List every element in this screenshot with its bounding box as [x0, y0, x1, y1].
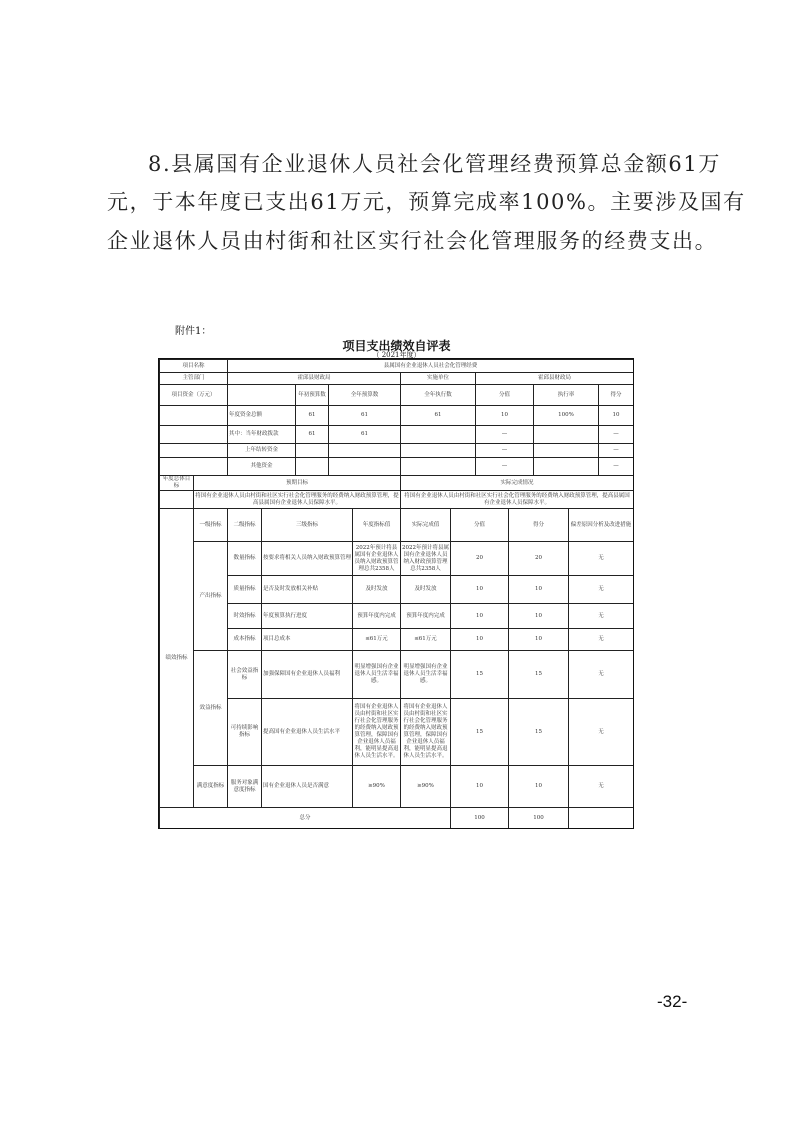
funds-cell: 10 [598, 405, 634, 426]
perf-cell-target: 预算年度内完成 [352, 603, 401, 629]
funds-cell: — [598, 425, 634, 444]
perf-cell-l2: 质量指标 [227, 575, 262, 604]
perf-cell-score: 10 [508, 603, 569, 629]
funds-cell: — [598, 457, 634, 476]
perf-cell-value: 10 [450, 628, 509, 651]
perf-cell-l2: 可持续影响指标 [227, 698, 262, 766]
paragraph-line: 企业退休人员由村街和社区实行社会化管理服务的经费支出。 [107, 229, 718, 253]
perf-cell-reason: 无 [568, 628, 634, 651]
perf-cell-target: ≥90% [352, 765, 401, 808]
perf-header: 偏差原因分析及改进措施 [568, 508, 634, 542]
dept: 霍邱县财政局 [227, 372, 401, 385]
perf-cell-l3: 提高国有企业退休人员生活水平 [261, 698, 353, 766]
funds-cell [533, 457, 599, 476]
perf-cell-value: 15 [450, 698, 509, 766]
funds-cell [328, 443, 401, 458]
funds-header: 执行率 [533, 384, 599, 406]
funds-row-label: 上年结转资金 [227, 443, 296, 458]
perf-cell-l2: 时效指标 [227, 603, 262, 629]
perf-cell-actual: 预算年度内完成 [400, 603, 451, 629]
perf-cell-score: 20 [508, 541, 569, 576]
funds-cell [328, 457, 401, 476]
label-project-name: 项目名称 [159, 359, 228, 373]
funds-cell [533, 443, 599, 458]
label-impl: 实施单位 [400, 372, 476, 385]
funds-cell [400, 425, 476, 444]
total-label: 总分 [159, 807, 451, 829]
perf-cell-value: 15 [450, 650, 509, 699]
perf-cell-l3: 是否及时发放相关补贴 [261, 575, 353, 604]
perf-header: 实际完成值 [400, 508, 451, 542]
actual-text: 将国有企业退休人员由村街和社区实行社会化管理服务的经费纳入财政预算管理，提高县属国有企业退休人员保障水平。 [400, 490, 634, 509]
perf-header: 三级指标 [261, 508, 353, 542]
perf-header: 一级指标 [193, 508, 228, 542]
perf-cell-reason: 无 [568, 603, 634, 629]
perf-cell-actual: ≤61万元 [400, 628, 451, 651]
blank-cell [159, 425, 228, 444]
perf-header: 二级指标 [227, 508, 262, 542]
perf-cell-actual: 明显增强国有企业退休人员生活幸福感。 [400, 650, 451, 699]
funds-cell: — [475, 425, 534, 444]
funds-header: 全年执行数 [400, 384, 476, 406]
perf-cell-reason: 无 [568, 765, 634, 808]
perf-cell-score: 10 [508, 765, 569, 808]
perf-cell-target: 将国有企业退休人员由村街和社区实行社会化管理服务的经费纳入财政预算管理，保障国有企业退休人员福利，能明显提高退休人员生活水平。 [352, 698, 401, 766]
perf-cell-value: 10 [450, 603, 509, 629]
funds-cell: 100% [533, 405, 599, 426]
perf-header: 年度指标值 [352, 508, 401, 542]
expected-text: 将国有企业退休人员由村街和社区实行社会化管理服务的经费纳入财政预算管理，提高县属国有企业退休人员保障水平。 [193, 490, 401, 509]
table-year: （ 2021年度） [372, 351, 421, 359]
perf-cell-l2: 服务对象满意度指标 [227, 765, 262, 808]
funds-cell: 61 [295, 425, 329, 444]
perf-header: 分值 [450, 508, 509, 542]
total-score: 100 [508, 807, 569, 829]
level1-benefit: 效益指标 [193, 650, 228, 766]
perf-cell-actual: 2022年预计将县属国有企业退休人员纳入财政预算管理总共2358人 [400, 541, 451, 576]
perf-cell-l3: 按要求将相关人员纳入财政预算管理 [261, 541, 353, 576]
funds-cell: 61 [295, 405, 329, 426]
funds-cell: — [475, 443, 534, 458]
paragraph-line: 元，于本年度已支出61万元，预算完成率100%。主要涉及国有 [107, 190, 746, 214]
perf-cell-actual: 及时发放 [400, 575, 451, 604]
perf-cell-score: 15 [508, 650, 569, 699]
perf-cell-score: 10 [508, 575, 569, 604]
impl: 霍邱县财政局 [475, 372, 634, 385]
perf-cell-score: 15 [508, 698, 569, 766]
label-funds: 项目资金（万元） [159, 384, 228, 406]
perf-cell-score: 10 [508, 628, 569, 651]
perf-cell-reason: 无 [568, 575, 634, 604]
label-expected: 预期目标 [193, 475, 401, 491]
label-performance: 绩效指标 [159, 508, 194, 808]
perf-cell-target: 及时发放 [352, 575, 401, 604]
page-number: -32- [657, 992, 688, 1011]
funds-cell [400, 443, 476, 458]
funds-header: 得分 [598, 384, 634, 406]
perf-header: 得分 [508, 508, 569, 542]
perf-cell-l2: 社会效益指标 [227, 650, 262, 699]
perf-cell-target: 明显增强国有企业退休人员生活幸福感。 [352, 650, 401, 699]
funds-cell [295, 443, 329, 458]
funds-cell: 61 [400, 405, 476, 426]
perf-cell-reason: 无 [568, 698, 634, 766]
funds-header: 年初预算数 [295, 384, 329, 406]
funds-row-label: 其他资金 [227, 457, 296, 476]
label-dept: 主管部门 [159, 372, 228, 385]
perf-cell-reason: 无 [568, 541, 634, 576]
table-title: 项目支出绩效自评表 [342, 339, 451, 353]
project-name: 县属国有企业退休人员社会化管理经费 [227, 359, 634, 373]
funds-cell [533, 425, 599, 444]
perf-cell-l3: 国有企业退休人员是否满意 [261, 765, 353, 808]
blank-cell [159, 490, 194, 509]
funds-header: 全年预算数 [328, 384, 401, 406]
perf-cell-reason: 无 [568, 650, 634, 699]
blank-cell [568, 807, 634, 829]
perf-cell-l3: 年度预算执行进度 [261, 603, 353, 629]
perf-cell-l2: 数量指标 [227, 541, 262, 576]
funds-cell: 10 [475, 405, 534, 426]
paragraph-line: 8.县属国有企业退休人员社会化管理经费预算总金额61万 [148, 152, 721, 176]
funds-cell [295, 457, 329, 476]
funds-row-label: 年度资金总额 [227, 405, 296, 426]
blank-cell [227, 384, 296, 406]
perf-cell-target: ≤61万元 [352, 628, 401, 651]
funds-cell: 61 [328, 425, 401, 444]
label-actual: 实际完成情况 [400, 475, 634, 491]
label-goal: 年度总体目标 [159, 475, 194, 491]
funds-cell: — [598, 443, 634, 458]
perf-cell-l2: 成本指标 [227, 628, 262, 651]
level1-output: 产出指标 [193, 541, 228, 651]
funds-cell: — [475, 457, 534, 476]
blank-cell [159, 443, 228, 458]
perf-cell-l3: 项目总成本 [261, 628, 353, 651]
perf-cell-value: 20 [450, 541, 509, 576]
perf-cell-actual: 将国有企业退休人员由村街和社区实行社会化管理服务的经费纳入财政预算管理，保障国有企业退休人员福利，能明显提高退休人员生活水平。 [400, 698, 451, 766]
blank-cell [159, 457, 228, 476]
perf-cell-value: 10 [450, 575, 509, 604]
funds-header: 分值 [475, 384, 534, 406]
perf-cell-l3: 加强保障国有企业退休人员福利 [261, 650, 353, 699]
funds-cell: 61 [328, 405, 401, 426]
level1-satisfaction: 满意度指标 [193, 765, 228, 808]
total-value: 100 [450, 807, 509, 829]
attachment-label: 附件1： [175, 326, 212, 337]
funds-cell [400, 457, 476, 476]
perf-cell-target: 2022年预计将县属国有企业退休人员纳入财政预算管理总共2358人 [352, 541, 401, 576]
blank-cell [159, 405, 228, 426]
funds-row-label: 其中：当年财政拨款 [227, 425, 296, 444]
perf-cell-value: 10 [450, 765, 509, 808]
perf-cell-actual: ≥90% [400, 765, 451, 808]
